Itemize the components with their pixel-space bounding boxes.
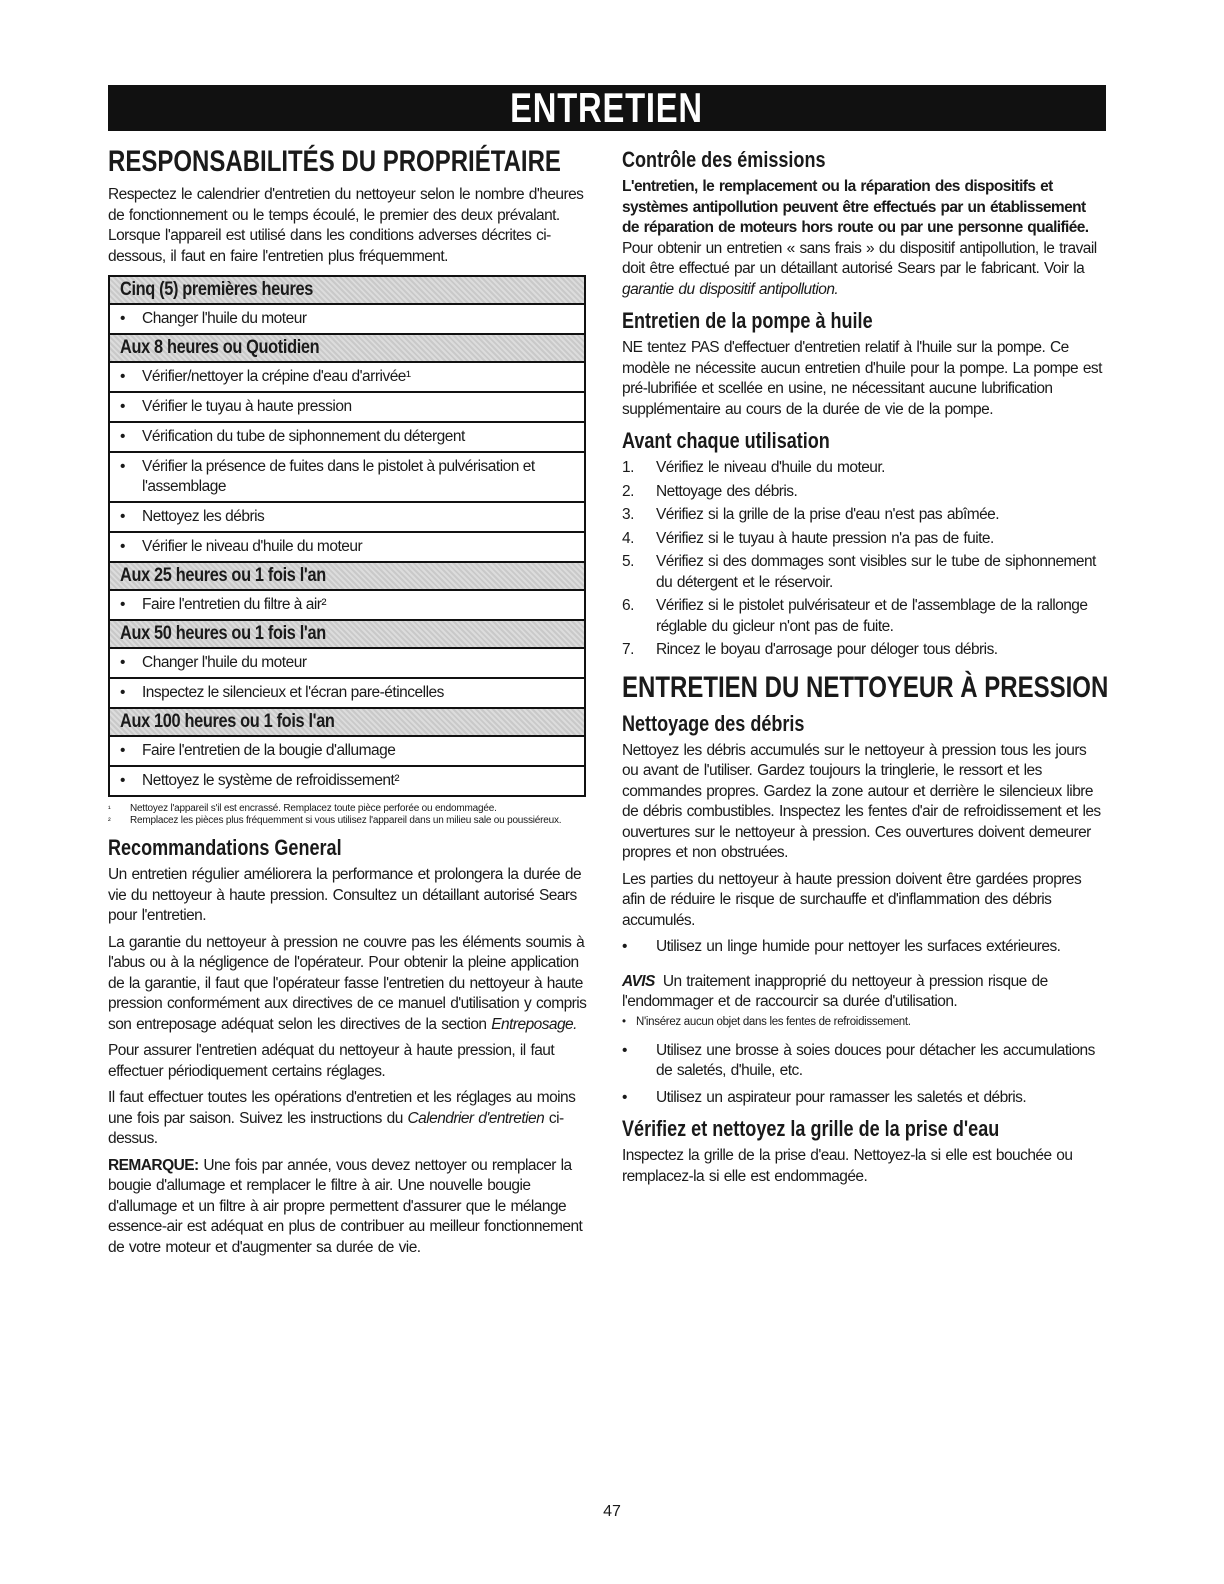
- right-column: [622, 145, 1109, 1187]
- intro-paragraph-1: Respectez le calendrier d'entretien du nettoyeur selon le nombre d'heures de fonctionnement ou le temps écoulé, le premier des deux prévalant.: [108, 186, 584, 224]
- emissions-control-heading: Contrôle des émissions: [622, 147, 826, 172]
- schedule-row: • Inspectez le silencieux et l'écran pare-étincelles: [109, 678, 585, 708]
- notice-paragraph: AVIS Un traitement inapproprié du nettoyeur à pression risque de l'endommager et de raccourcir sa durée d'utilisation.: [622, 972, 1048, 1010]
- left-column: [108, 145, 588, 1264]
- schedule-header-row: Aux 8 heures ou Quotidien: [109, 334, 585, 362]
- footnote-2: ² Remplacez les pièces plus fréquemment si vous utilisez l'appareil dans un milieu sale ou poussiéreux.: [108, 815, 562, 826]
- oil-pump-paragraph: NE tentez PAS d'effectuer d'entretien relatif à l'huile sur la pompe. Ce modèle ne nécessite aucun entretien d'huile pour la pompe. La pompe est pré-lubrifiée et scellée en usine, ne nécessitant aucune lubrification supplémentaire au cours de la durée de vie de la pompe.: [622, 339, 1102, 418]
- list-item: 5. Vérifiez si des dommages sont visibles sur le tube de siphonnement du détergent et le réservoir.: [622, 553, 1096, 591]
- maintenance-schedule-table: [108, 275, 586, 797]
- adjustments-paragraph: Pour assurer l'entretien adéquat du nettoyeur à haute pression, il faut effectuer périodiquement certains réglages.: [108, 1042, 555, 1080]
- schedule-row: • Vérifier le tuyau à haute pression: [109, 392, 585, 422]
- list-item: 3. Vérifiez si la grille de la prise d'eau n'est pas abîmée.: [622, 506, 999, 523]
- notice-label: AVIS: [622, 972, 655, 990]
- page-number: 47: [603, 1503, 621, 1520]
- list-item: 7. Rincez le boyau d'arrosage pour déloger tous débris.: [622, 641, 998, 658]
- list-item: 2. Nettoyage des débris.: [622, 482, 798, 500]
- before-each-use-heading: Avant chaque utilisation: [622, 428, 830, 453]
- schedule-row: • Vérifier/nettoyer la crépine d'eau d'arrivée¹: [109, 362, 585, 392]
- schedule-header-row: Aux 50 heures ou 1 fois l'an: [109, 620, 585, 648]
- before-use-list: [622, 458, 1106, 661]
- debris-paragraph-2: Les parties du nettoyeur à haute pression doivent être gardées propres afin de réduire le risque de surchauffe et d'inflammation des débris accumulés.: [622, 870, 1082, 929]
- oil-pump-heading: Entretien de la pompe à huile: [622, 308, 873, 333]
- schedule-header-row: Cinq (5) premières heures: [109, 276, 585, 304]
- schedule-header-row: Aux 100 heures ou 1 fois l'an: [109, 708, 585, 736]
- seasonal-paragraph: Il faut effectuer toutes les opérations d'entretien et les réglages au moins une fois par saison. Suivez les instructions du Calendrier d'entretien ci-dessus.: [108, 1089, 576, 1147]
- intake-screen-paragraph: Inspectez la grille de la prise d'eau. Nettoyez-la si elle est bouchée ou remplacez-la si elle est endommagée.: [622, 1147, 1073, 1185]
- section-banner: ENTRETIEN: [108, 85, 1106, 131]
- schedule-row: • Vérification du tube de siphonnement du détergent: [109, 422, 585, 452]
- notice-subitem: • N'insérez aucun objet dans les fentes de refroidissement.: [622, 1015, 911, 1028]
- schedule-row: • Changer l'huile du moteur: [109, 304, 585, 334]
- list-item: 1. Vérifiez le niveau d'huile du moteur.: [622, 459, 885, 476]
- intake-screen-heading: Vérifiez et nettoyez la grille de la prise d'eau: [622, 1116, 1000, 1141]
- debris-paragraph-1: Nettoyez les débris accumulés sur le nettoyeur à pression tous les jours ou avant de l'utiliser. Gardez toujours la tringlerie, le ressort et les commandes propres. Gardez la zone autour et derrière le silencieux libre de débris combustibles. Inspectez les fentes d'air de refroidissement et les ouvertures sur le nettoyeur à pression. Ces ouvertures doivent demeurer propres et non obstruées.: [622, 741, 1101, 861]
- list-item: • Utilisez un linge humide pour nettoyer les surfaces extérieures.: [622, 938, 1061, 955]
- cleaning-bullets-2: [622, 1041, 1106, 1109]
- general-recommendations-heading: Recommandations General: [108, 835, 342, 860]
- list-item: • Utilisez une brosse à soies douces pour détacher les accumulations de saletés, d'huile, etc.: [622, 1041, 1095, 1079]
- schedule-header-row: Aux 25 heures ou 1 fois l'an: [109, 562, 585, 590]
- emissions-paragraph: L'entretien, le remplacement ou la réparation des dispositifs et systèmes antipollution peuvent être effectués par un établissement de réparation de moteurs hors route ou par une personne qualifiée. Pour obtenir un entretien « sans frais » du dispositif antipollution, le travail doit être effectué par un détaillant autorisé Sears par le fabricant. Voir la garantie du dispositif antipollution.: [622, 178, 1097, 298]
- schedule-row: • Nettoyez le système de refroidissement²: [109, 766, 585, 796]
- schedule-row: • Vérifier la présence de fuites dans le pistolet à pulvérisation et l'assemblage: [109, 452, 585, 502]
- warranty-paragraph: La garantie du nettoyeur à pression ne couvre pas les éléments soumis à l'abus ou à la négligence de l'opérateur. Pour obtenir la pleine application de la garantie, il faut que l'opérateur fasse l'entretien du nettoyeur à haute pression conformément aux directives de ce manuel d'utilisation y compris son entreposage adéquat selon les directives de la section Entreposage.: [108, 933, 587, 1033]
- footnote-1: ¹ Nettoyez l'appareil s'il est encrassé. Remplacez toute pièce perforée ou endommagée.: [108, 803, 497, 814]
- list-item: 6. Vérifiez si le pistolet pulvérisateur et de l'assemblage de la rallonge réglable du gicleur n'ont pas de fuite.: [622, 597, 1088, 635]
- schedule-row: • Faire l'entretien du filtre à air²: [109, 590, 585, 620]
- recommendation-paragraph: Un entretien régulier améliorera la performance et prolongera la durée de vie du nettoyeur à haute pression. Consultez un détaillant autorisé Sears pour l'entretien.: [108, 866, 582, 924]
- cleaning-bullets-1: [622, 937, 1106, 958]
- intro-paragraph-2: Lorsque l'appareil est utilisé dans les conditions adverses décrites ci-dessous, il faut en faire l'entretien plus fréquemment.: [108, 227, 551, 265]
- schedule-row: • Nettoyez les débris: [109, 502, 585, 532]
- remark-paragraph: REMARQUE: Une fois par année, vous devez nettoyer ou remplacer la bougie d'allumage et remplacer le filtre à air. Une nouvelle bougie d'allumage et un filtre à air propre permettent d'assurer que le mélange essence-air est adéquat en plus de contribuer au meilleur fonctionnement de votre moteur et d'augmenter sa durée de vie.: [108, 1156, 583, 1256]
- pressure-washer-maintenance-heading: ENTRETIEN DU NETTOYEUR À PRESSION: [622, 670, 1109, 704]
- debris-cleaning-heading: Nettoyage des débris: [622, 710, 805, 736]
- list-item: • Utilisez un aspirateur pour ramasser les saletés et débris.: [622, 1088, 1027, 1106]
- owner-responsibilities-heading: RESPONSABILITÉS DU PROPRIÉTAIRE: [108, 145, 561, 178]
- schedule-row: • Changer l'huile du moteur: [109, 648, 585, 678]
- schedule-row: • Vérifier le niveau d'huile du moteur: [109, 532, 585, 562]
- schedule-row: • Faire l'entretien de la bougie d'allumage: [109, 736, 585, 766]
- list-item: 4. Vérifiez si le tuyau à haute pression n'a pas de fuite.: [622, 529, 994, 547]
